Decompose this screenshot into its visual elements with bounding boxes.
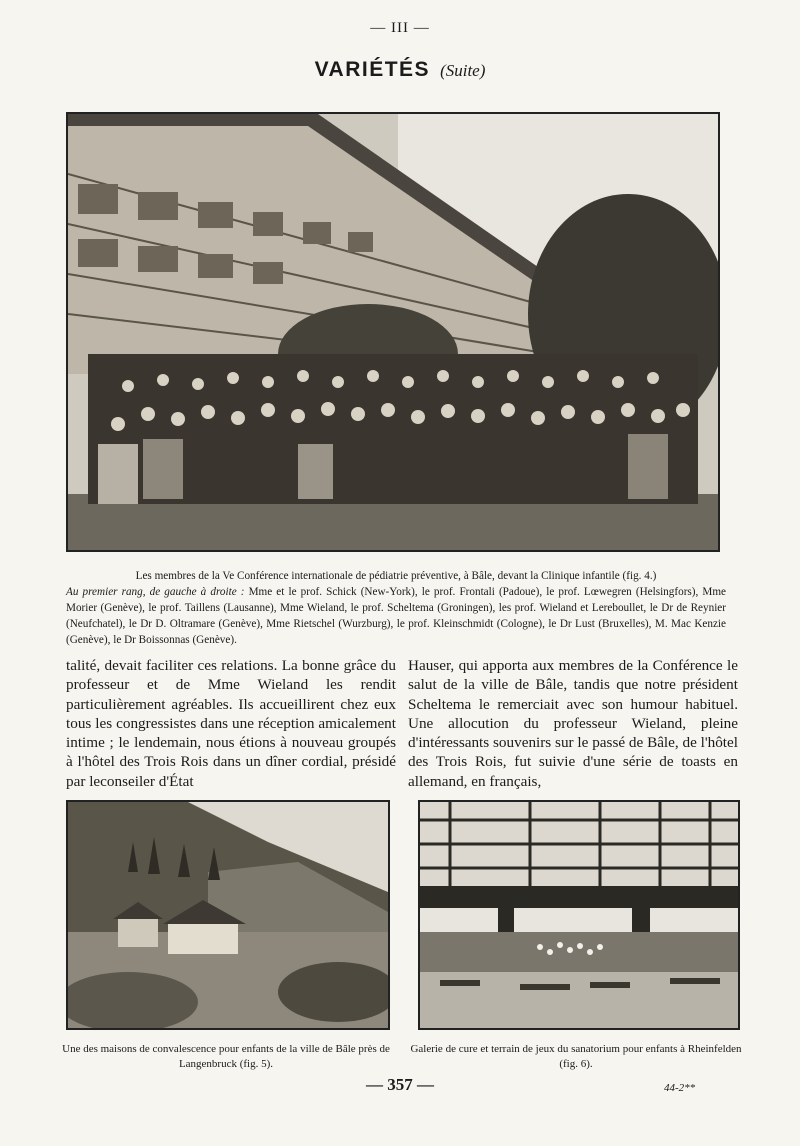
cure-gallery-photo	[418, 800, 740, 1030]
caption-fig6: Galerie de cure et terrain de jeux du sanatorium pour enfants à Rheinfelden (fig. 6).	[410, 1043, 742, 1070]
title-subtitle: (Suite)	[440, 61, 486, 80]
body-right-column: Hauser, qui apporta aux membres de la Conférence le salut de la ville de Bâle, tandis que notre président Scheltema le remerciait avec son humour habituel. Une allocution du professeur Wieland, pleine d'intéressants souvenirs sur le passé de Bâle, de l'hôtel des Trois Rois, fut suivie d'une série de toasts en allemand, en français,	[408, 657, 738, 790]
convalescence-house-photo	[66, 800, 390, 1030]
page-number: — 357 —	[366, 1075, 434, 1094]
title-main: VARIÉTÉS	[314, 58, 431, 81]
cure-gallery-image	[420, 802, 738, 1028]
main-photo-caption	[66, 568, 726, 648]
caption-lead: Au premier rang, de gauche à droite :	[66, 586, 245, 598]
body-left-column: talité, devait faciliter ces relations. La bonne grâce du professeur et de Mme Wieland les rendit particulièrement agréables. Ils accueillirent chez eux tous les congressistes dans une réception amicalement intime ; le lendemain, nous étions à nouveau groupés à l'hôtel des Trois Rois dans un dîner cordial, présidé par leconseiler d'État	[66, 657, 396, 790]
print-signature: 44-2**	[664, 1082, 696, 1094]
page-header-roman: — III —	[370, 20, 430, 36]
caption-names: Mme et le prof. Schick (New-York), le prof. Frontali (Padoue), le prof. Lœwegren (Helsingfors), Mme Morier (Genève), le prof. Taillens (Lausanne), Mme Wieland, le prof. Scheltema (Groningen), les prof. Wieland et Lereboullet, le Dr de Reynier (Neufchatel), le Dr D. Oltramare (Genève), Mme Rietschel (Wurzburg), le prof. Kleinschmidt (Cologne), le Dr Lust (Bruxelles), M. Mac Kenzie (Genève), le Dr Boissonnas (Genève).	[66, 586, 726, 646]
caption-first-line: Les membres de la Ve Conférence internationale de pédiatrie préventive, à Bâle, devant la Clinique infantile (fig. 4.)	[135, 570, 657, 582]
group-photo-image	[68, 114, 718, 550]
section-title	[0, 58, 800, 82]
group-photo	[66, 112, 720, 552]
caption-fig5: Une des maisons de convalescence pour enfants de la ville de Bâle près de Langenbruck (fig. 5).	[62, 1043, 390, 1070]
convalescence-house-image	[68, 802, 388, 1028]
